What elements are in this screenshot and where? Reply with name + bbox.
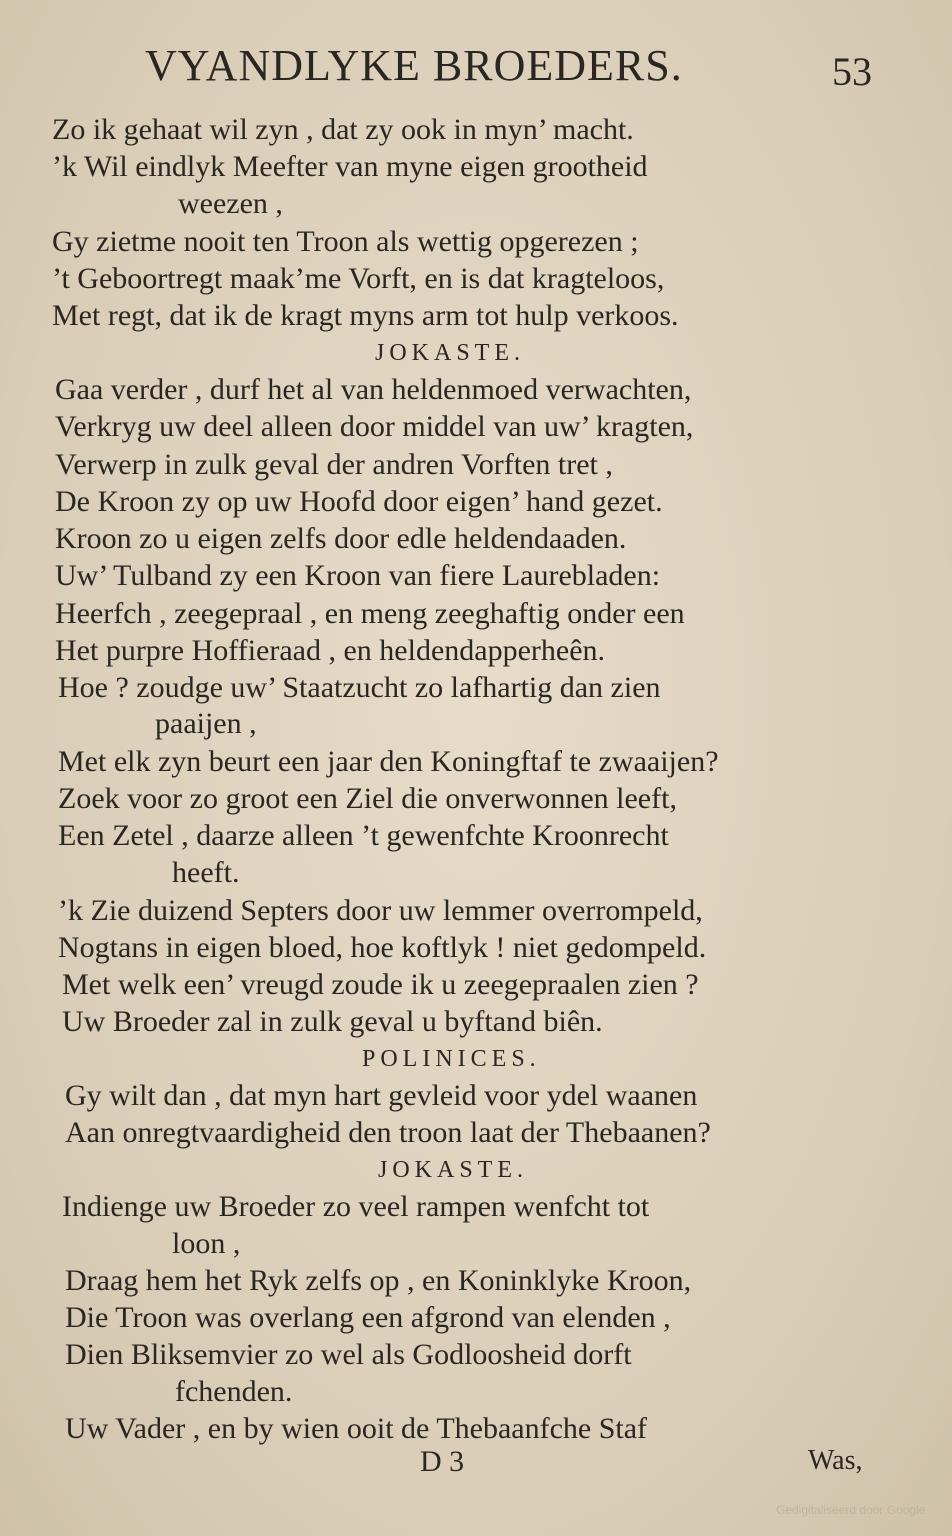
verse-line: Aan onregtvaardigheid den troon laat der Thebaanen? <box>65 1116 711 1149</box>
verse-line: Een Zetel , daarze alleen ’t gewenfchte Kroonrecht <box>58 819 669 852</box>
speaker-name: JOKASTE. <box>375 340 526 366</box>
verse-line: Uw’ Tulband zy een Kroon van fiere Laurebladen: <box>55 559 661 592</box>
verse-line: Heerfch , zeegepraal , en meng zeeghaftig onder een <box>55 597 685 630</box>
verse-line: loon , <box>172 1227 241 1260</box>
running-header <box>0 40 952 110</box>
verse-line: weezen , <box>178 187 283 220</box>
verse-line: Met elk zyn beurt een jaar den Koningftaf te zwaaijen? <box>58 745 719 778</box>
verse-line: Kroon zo u eigen zelfs door edle heldendaaden. <box>55 522 627 555</box>
verse-line: Draag hem het Ryk zelfs op , en Koninklyke Kroon, <box>65 1264 692 1297</box>
verse-line: Hoe ? zoudge uw’ Staatzucht zo lafhartig dan zien <box>58 671 661 704</box>
digitization-watermark: Gedigitaliseerd door Google <box>776 1503 926 1517</box>
verse-line: Indienge uw Broeder zo veel rampen wenfcht tot <box>62 1190 650 1223</box>
verse-line: ’t Geboortregt maak’me Vorft, en is dat kragteloos, <box>52 262 665 295</box>
verse-line: heeft. <box>172 856 240 889</box>
verse-line: ’k Zie duizend Septers door uw lemmer overrompeld, <box>58 894 703 927</box>
verse-line: Verwerp in zulk geval der andren Vorften tret , <box>55 448 613 481</box>
verse-line: De Kroon zy op uw Hoofd door eigen’ hand gezet. <box>55 485 663 518</box>
speaker-name: POLINICES. <box>362 1046 541 1072</box>
verse-line: ’k Wil eindlyk Meefter van myne eigen grootheid <box>52 150 648 183</box>
verse-line: Zo ik gehaat wil zyn , dat zy ook in myn’ macht. <box>52 113 634 146</box>
page-number: 53 <box>832 49 872 94</box>
verse-line: Uw Vader , en by wien ooit de Thebaanfche Staf <box>65 1412 648 1445</box>
verse-line: Gaa verder , durf het al van heldenmoed verwachten, <box>55 373 692 406</box>
signature-mark: D 3 <box>420 1445 465 1478</box>
verse-line: Met regt, dat ik de kragt myns arm tot hulp verkoos. <box>52 299 679 332</box>
speaker-name: JOKASTE. <box>378 1157 529 1183</box>
verse-line: Uw Broeder zal in zulk geval u byftand biên. <box>62 1005 603 1038</box>
verse-line: Dien Bliksemvier zo wel als Godloosheid dorft <box>65 1338 632 1371</box>
verse-line: Gy wilt dan , dat myn hart gevleid voor ydel waanen <box>65 1079 698 1112</box>
verse-line: Verkryg uw deel alleen door middel van uw’ kragten, <box>55 410 694 443</box>
verse-line: Gy zietme nooit ten Troon als wettig opgerezen ; <box>52 225 639 258</box>
verse-line: Zoek voor zo groot een Ziel die onverwonnen leeft, <box>58 782 677 815</box>
verse-line: fchenden. <box>175 1375 293 1408</box>
verse-line: Het purpre Hoffieraad , en heldendapperheên. <box>55 634 606 667</box>
verse-line: Met welk een’ vreugd zoude ik u zeegepraalen zien ? <box>62 968 699 1001</box>
verse-line: Nogtans in eigen bloed, hoe koftlyk ! niet gedompeld. <box>58 931 707 964</box>
running-title: VYANDLYKE BROEDERS. <box>145 41 683 90</box>
verse-line: paaijen , <box>155 707 257 740</box>
catchword: Was, <box>808 1445 863 1476</box>
verse-line: Die Troon was overlang een afgrond van elenden , <box>65 1301 671 1334</box>
